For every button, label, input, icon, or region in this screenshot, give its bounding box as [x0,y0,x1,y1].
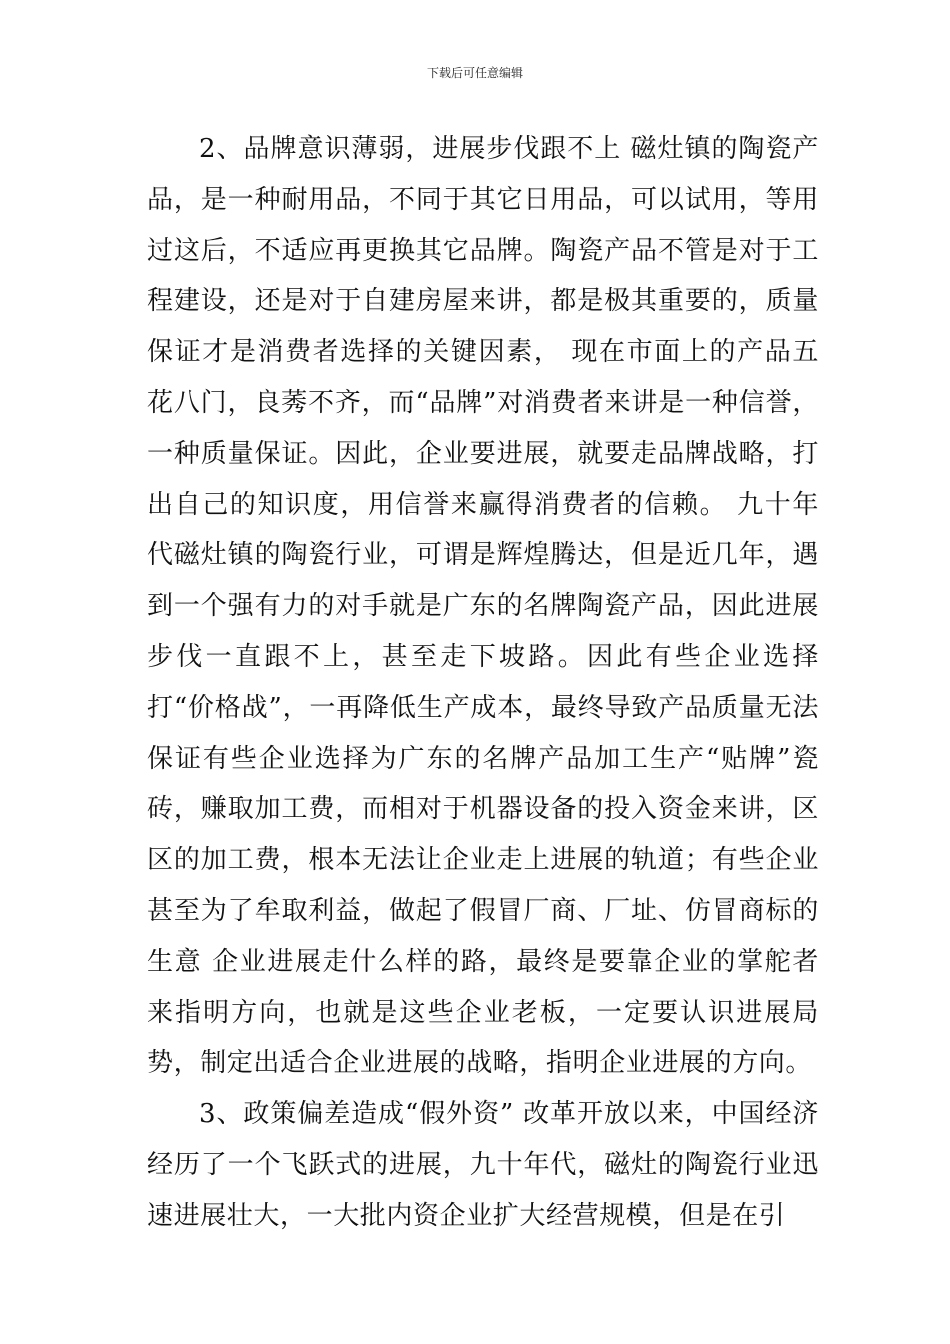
paragraph-policy-deviation: 3、政策偏差造成“假外资” 改革开放以来，中国经济经历了一个飞跃式的进展，九十年代，磁灶的陶瓷行业迅速进展壮大，一大批内资企业扩大经营规模，但是在引 [147,1099,819,1231]
document-body [147,124,819,1242]
page-header: 下载后可任意编辑 [426,66,523,80]
paragraph-brand-awareness: 2、品牌意识薄弱，进展步伐跟不上 磁灶镇的陶瓷产品，是一种耐用品，不同于其它日用品，可以试用，等用过这后，不适应再更换其它品牌。陶瓷产品不管是对于工程建设，还是对于自建房屋来讲，都是极其重要的，质量保证才是消费者选择的关键因素， 现在市面上的产品五花八门，良莠不齐，而“品牌”对消费者来讲是一种信誉，一种质量保证。因此，企业要进展，就要走品牌战略，打出自己的知识度，用信誉来赢得消费者的信赖。 九十年代磁灶镇的陶瓷行业，可谓是辉煌腾达，但是近几年，遇到一个强有力的对手就是广东的名牌陶瓷产品，因此进展步伐一直跟不上，甚至走下坡路。因此有些企业选择打“价格战”，一再降低生产成本，最终导致产品质量无法保证有些企业选择为广东的名牌产品加工生产“贴牌”瓷砖，赚取加工费，而相对于机器设备的投入资金来讲，区区的加工费，根本无法让企业走上进展的轨道；有些企业甚至为了牟取利益，做起了假冒厂商、厂址、仿冒商标的生意 企业进展走什么样的路，最终是要靠企业的掌舵者来指明方向，也就是这些企业老板，一定要认识进展局势，制定出适合企业进展的战略，指明企业进展的方向。 [147,134,819,1079]
